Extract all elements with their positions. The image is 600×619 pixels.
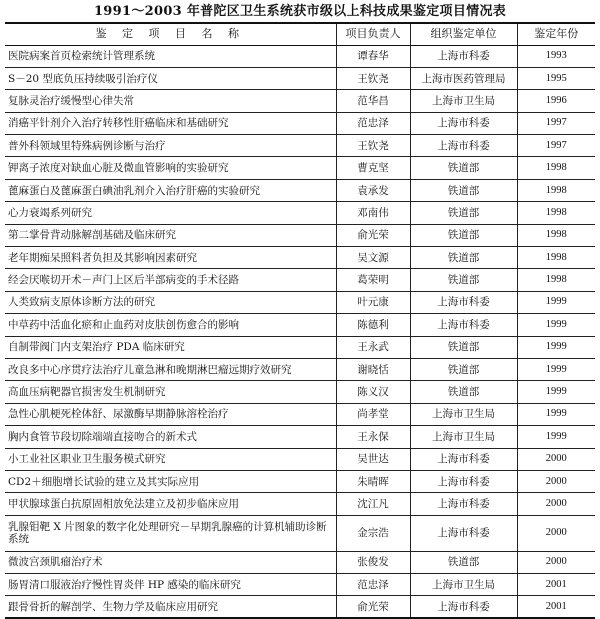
year-cell: 1998 — [517, 179, 595, 201]
project-name-cell: 心力衰竭系列研究 — [8, 206, 92, 219]
project-name-cell: 医院病案首页检索统计管理系统 — [8, 50, 155, 63]
leader-cell: 谭春华 — [336, 45, 410, 67]
table-row — [5, 515, 595, 551]
column-header-project-name: 鉴 定 项 目 名 称 — [95, 27, 245, 41]
table-row — [5, 224, 595, 246]
leader-cell: 陈义汉 — [336, 381, 410, 403]
project-name-cell: 高血压病靶器官损害发生机制研究 — [8, 386, 166, 399]
organization-cell: 上海市科委 — [410, 448, 517, 470]
table-row — [5, 112, 595, 134]
year-cell: 1998 — [517, 269, 595, 291]
year-cell: 1998 — [517, 247, 595, 269]
leader-cell: 邓南伟 — [336, 202, 410, 224]
project-name-cell: 甲状腺球蛋白抗原固相放免法建立及初步临床应用 — [8, 498, 239, 510]
project-name-cell: 自制带阀门内支架治疗 PDA 临床研究 — [8, 341, 185, 354]
leader-cell: 沈江凡 — [336, 493, 410, 515]
column-header-organization: 组织鉴定单位 — [410, 23, 517, 45]
year-cell: 2000 — [517, 448, 595, 470]
leader-cell: 叶元康 — [336, 291, 410, 313]
project-name-cell: 肠胃清口服液治疗慢性胃炎伴 HP 感染的临床研究 — [8, 578, 241, 591]
organization-cell: 铁道部 — [410, 336, 517, 358]
leader-cell: 葛荣明 — [336, 269, 410, 291]
project-name-cell: 复脉灵治疗缓慢型心律失常 — [8, 94, 134, 107]
year-cell: 2000 — [517, 515, 595, 551]
project-name-cell: 胸内食管节段切除端端直接吻合的新术式 — [8, 430, 197, 443]
year-cell: 1998 — [517, 202, 595, 224]
organization-cell: 上海市科委 — [410, 493, 517, 515]
table-row — [5, 45, 595, 67]
table-row — [5, 202, 595, 224]
organization-cell: 上海市卫生局 — [410, 90, 517, 112]
organization-cell: 铁道部 — [410, 381, 517, 403]
table-body — [5, 45, 595, 618]
project-name-cell: 小工业社区职业卫生服务模式研究 — [8, 453, 166, 466]
leader-cell: 吴文源 — [336, 247, 410, 269]
organization-cell: 上海市卫生局 — [410, 426, 517, 448]
organization-cell: 上海市卫生局 — [410, 403, 517, 425]
project-name-cell: S－20 型底负压持续吸引治疗仪 — [8, 72, 158, 85]
table-title: 1991～2003 年普陀区卫生系统获市级以上科技成果鉴定项目情况表 — [93, 4, 507, 19]
organization-cell: 铁道部 — [410, 358, 517, 380]
organization-cell: 上海市医药管理局 — [410, 67, 517, 89]
organization-cell: 上海市科委 — [410, 112, 517, 134]
project-name-cell: 乳腺钼靶 X 片图象的数字化处理研究－早期乳腺癌的计算机辅助诊断系统 — [8, 521, 327, 546]
leader-cell: 陈德利 — [336, 314, 410, 336]
leader-cell: 王永武 — [336, 336, 410, 358]
year-cell: 2000 — [517, 551, 595, 573]
leader-cell: 俞光荣 — [336, 596, 410, 618]
project-name-cell: 第二掌骨背动脉解剖基础及临床研究 — [8, 229, 176, 242]
table-row — [5, 574, 595, 596]
organization-cell: 上海市科委 — [410, 515, 517, 551]
year-cell: 2001 — [517, 574, 595, 596]
header-row — [5, 23, 595, 45]
year-cell: 2001 — [517, 596, 595, 618]
project-name-cell: 跟骨骨折的解剖学、生物力学及临床应用研究 — [8, 600, 218, 613]
table-row — [5, 358, 595, 380]
project-name-cell: 改良多中心序贯疗法治疗儿童急淋和晚期淋巴瘤远期疗效研究 — [8, 363, 292, 376]
project-name-cell: 普外科领域里特殊病例诊断与治疗 — [8, 139, 166, 152]
table-row — [5, 403, 595, 425]
organization-cell: 上海市科委 — [410, 45, 517, 67]
table-row — [5, 314, 595, 336]
project-name-cell: CD2＋细胞增长试验的建立及其实际应用 — [8, 475, 200, 488]
table-row — [5, 179, 595, 201]
table-row — [5, 269, 595, 291]
organization-cell: 上海市科委 — [410, 135, 517, 157]
table-row — [5, 67, 595, 89]
leader-cell: 张俊发 — [336, 551, 410, 573]
leader-cell: 谢晓恬 — [336, 358, 410, 380]
organization-cell: 铁道部 — [410, 269, 517, 291]
organization-cell: 铁道部 — [410, 247, 517, 269]
project-name-cell: 钾离子浓度对缺血心脏及微血管影响的实验研究 — [8, 162, 229, 175]
table-row — [5, 426, 595, 448]
year-cell: 1999 — [517, 403, 595, 425]
leader-cell: 范忠泽 — [336, 112, 410, 134]
organization-cell: 上海市科委 — [410, 596, 517, 618]
column-header-leader: 项目负责人 — [336, 23, 410, 45]
leader-cell: 朱晴晖 — [336, 470, 410, 492]
year-cell: 1998 — [517, 157, 595, 179]
project-name-cell: 经会厌喉切开术－声门上区后半部病变的手术径路 — [8, 274, 239, 287]
project-name-cell: 蓖麻蛋白及蓖麻蛋白碘油乳剂介入治疗肝癌的实验研究 — [8, 184, 260, 197]
year-cell: 1998 — [517, 224, 595, 246]
organization-cell: 铁道部 — [410, 224, 517, 246]
project-name-cell: 人类致病支原体诊断方法的研究 — [8, 296, 155, 309]
leader-cell: 吴世达 — [336, 448, 410, 470]
organization-cell: 上海市卫生局 — [410, 574, 517, 596]
table-row — [5, 493, 595, 515]
table-row — [5, 90, 595, 112]
year-cell: 1995 — [517, 67, 595, 89]
project-name-cell: 老年期痴呆照料者负担及其影响因素研究 — [8, 251, 197, 264]
leader-cell: 范忠泽 — [336, 574, 410, 596]
leader-cell: 袁承发 — [336, 179, 410, 201]
table-row — [5, 596, 595, 618]
year-cell: 1993 — [517, 45, 595, 67]
table-row — [5, 247, 595, 269]
table-row — [5, 448, 595, 470]
year-cell: 1999 — [517, 336, 595, 358]
table-row — [5, 470, 595, 492]
table-row — [5, 551, 595, 573]
project-name-cell: 微波宫颈肌瘤治疗术 — [8, 556, 103, 569]
table-row — [5, 157, 595, 179]
projects-table — [5, 22, 595, 619]
organization-cell: 铁道部 — [410, 202, 517, 224]
year-cell: 2000 — [517, 470, 595, 492]
year-cell: 1996 — [517, 90, 595, 112]
project-name-cell: 急性心肌梗死栓体舒、尿激酶早期静脉溶栓治疗 — [8, 408, 229, 421]
table-row — [5, 135, 595, 157]
leader-cell: 王永保 — [336, 426, 410, 448]
table-row — [5, 291, 595, 313]
table-row — [5, 336, 595, 358]
leader-cell: 曹克坚 — [336, 157, 410, 179]
table-row — [5, 381, 595, 403]
project-name-cell: 中草药中活血化瘀和止血药对皮肤创伤愈合的影响 — [8, 318, 239, 331]
year-cell: 1999 — [517, 358, 595, 380]
year-cell: 1997 — [517, 112, 595, 134]
leader-cell: 王钦尧 — [336, 135, 410, 157]
organization-cell: 上海市科委 — [410, 291, 517, 313]
year-cell: 1999 — [517, 426, 595, 448]
organization-cell: 铁道部 — [410, 157, 517, 179]
organization-cell: 铁道部 — [410, 551, 517, 573]
leader-cell: 金宗浩 — [336, 515, 410, 551]
year-cell: 2000 — [517, 493, 595, 515]
year-cell: 1999 — [517, 381, 595, 403]
project-name-cell: 消癌平针剂介入治疗转移性肝癌临床和基础研究 — [8, 117, 229, 130]
organization-cell: 上海市科委 — [410, 470, 517, 492]
organization-cell: 上海市科委 — [410, 314, 517, 336]
column-header-year: 鉴定年份 — [517, 23, 595, 45]
organization-cell: 铁道部 — [410, 179, 517, 201]
leader-cell: 尚孝堂 — [336, 403, 410, 425]
leader-cell: 范华昌 — [336, 90, 410, 112]
leader-cell: 俞光荣 — [336, 224, 410, 246]
year-cell: 1997 — [517, 135, 595, 157]
year-cell: 1999 — [517, 314, 595, 336]
leader-cell: 王钦尧 — [336, 67, 410, 89]
year-cell: 1999 — [517, 291, 595, 313]
